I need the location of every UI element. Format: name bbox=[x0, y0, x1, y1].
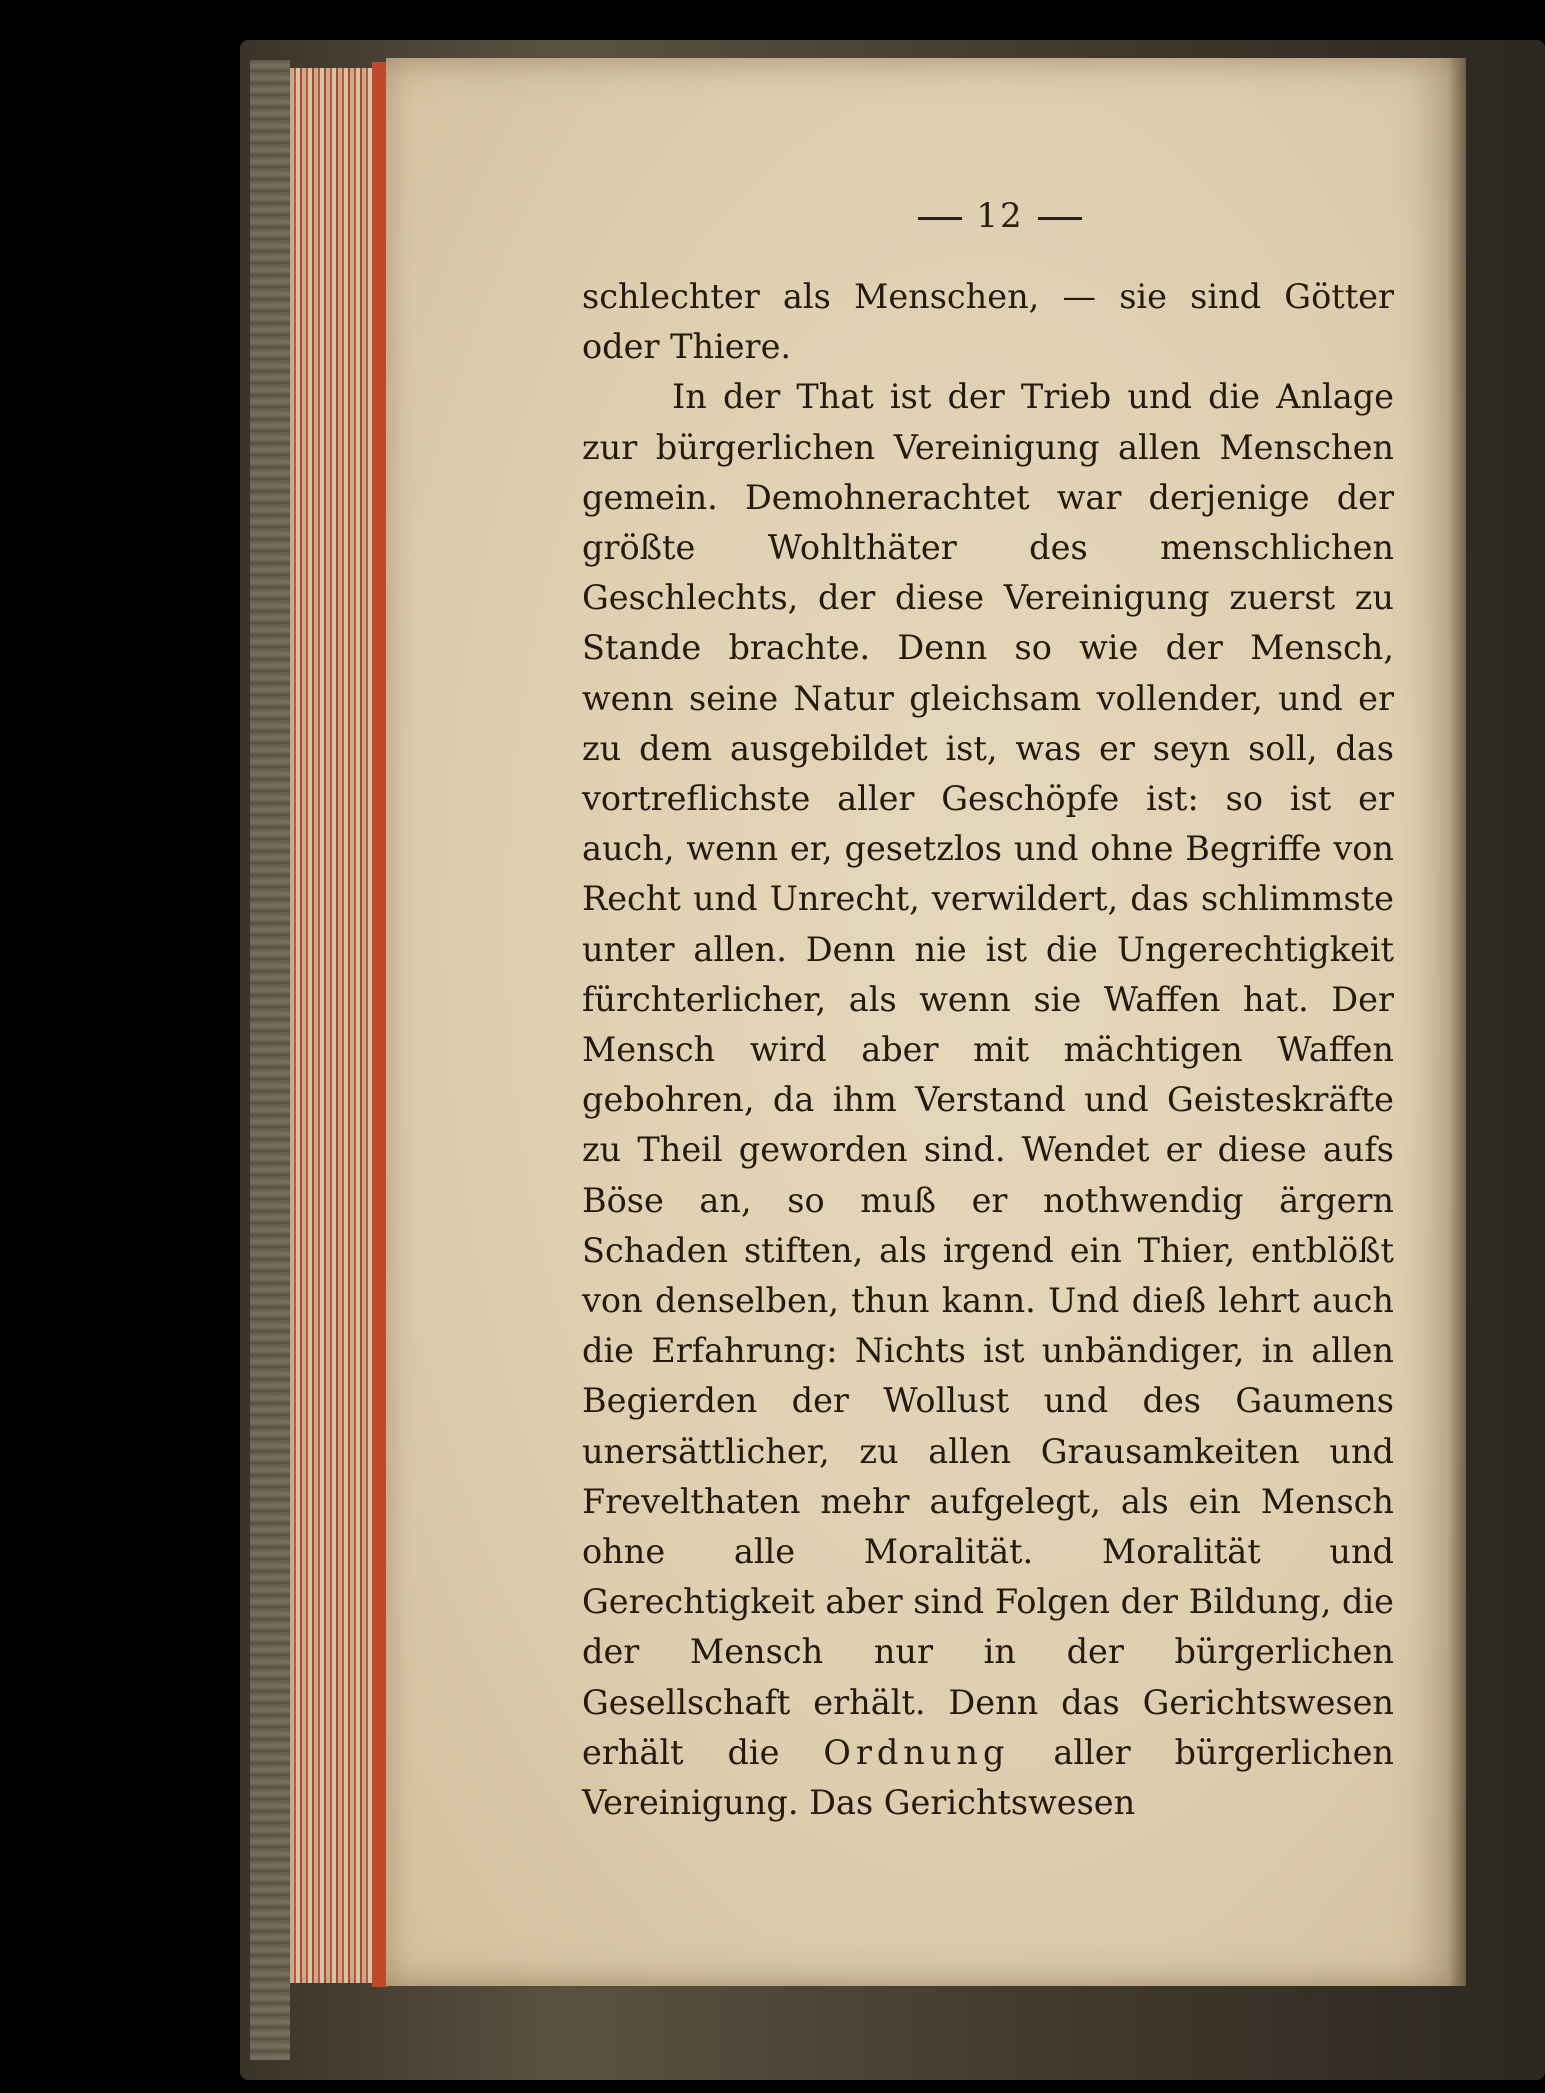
page-text bbox=[582, 272, 1394, 1828]
paragraph-1: schlechter als Menschen, — sie sind Götter oder Thiere. bbox=[582, 277, 1394, 367]
paragraph-2 bbox=[582, 372, 1394, 1828]
page-edges bbox=[290, 68, 385, 1983]
spaced-word: Ordnung bbox=[823, 1732, 1010, 1772]
final-fragment: aller bürgerlichen Vereinigung. Das Gerichtswesen bbox=[582, 1732, 1394, 1823]
speck bbox=[1302, 1991, 1308, 1997]
cover-edge bbox=[250, 60, 290, 2060]
page-number-header bbox=[880, 196, 1120, 236]
speck bbox=[1486, 1890, 1490, 1894]
paragraph-2-body: In der That ist der Trieb und die Anlage zur bürgerlichen Vereinigung allen Menschen gemein. Demohnerachtet war derjenige der größte Wohlthäter des menschlichen Geschlechts, der diese Vereinigung zuerst zu Stande brachte. Denn so wie der Mensch, wenn seine Natur gleichsam vollender, und er zu dem ausgebildet ist, was er seyn soll, das vortreflichste aller Geschöpfe ist: so ist er auch, wenn er, gesetzlos und ohne Begriffe von Recht und Unrecht, verwildert, das schlimmste unter allen. Denn nie ist die Ungerechtigkeit fürchterlicher, als wenn sie Waffen hat. Der Mensch wird aber mit mächtigen Waffen gebohren, da ihm Verstand und Geisteskräfte zu Theil geworden sind. Wendet er diese aufs Böse an, so muß er nothwendig ärgern Schaden stiften, als irgend ein Thier, entblößt von denselben, thun kann. Und dieß lehrt auch die Erfahrung: Nichts ist unbändiger, in allen Begierden der Wollust und des Gaumens unersättlicher, zu allen Grausamkeiten und Frevelthaten mehr aufgelegt, als ein Mensch ohne alle Moralität. Moralität und Gerechtigkeit aber sind Folgen der Bildung, die der Mensch nur in der bürgerlichen Gesellschaft erhält. Denn das Gerichtswesen erhält die bbox=[582, 377, 1394, 1772]
dash-right bbox=[1038, 217, 1082, 220]
page-number: 12 bbox=[976, 196, 1024, 236]
dash-left bbox=[918, 217, 962, 220]
gutter-shadow bbox=[1448, 58, 1468, 1986]
